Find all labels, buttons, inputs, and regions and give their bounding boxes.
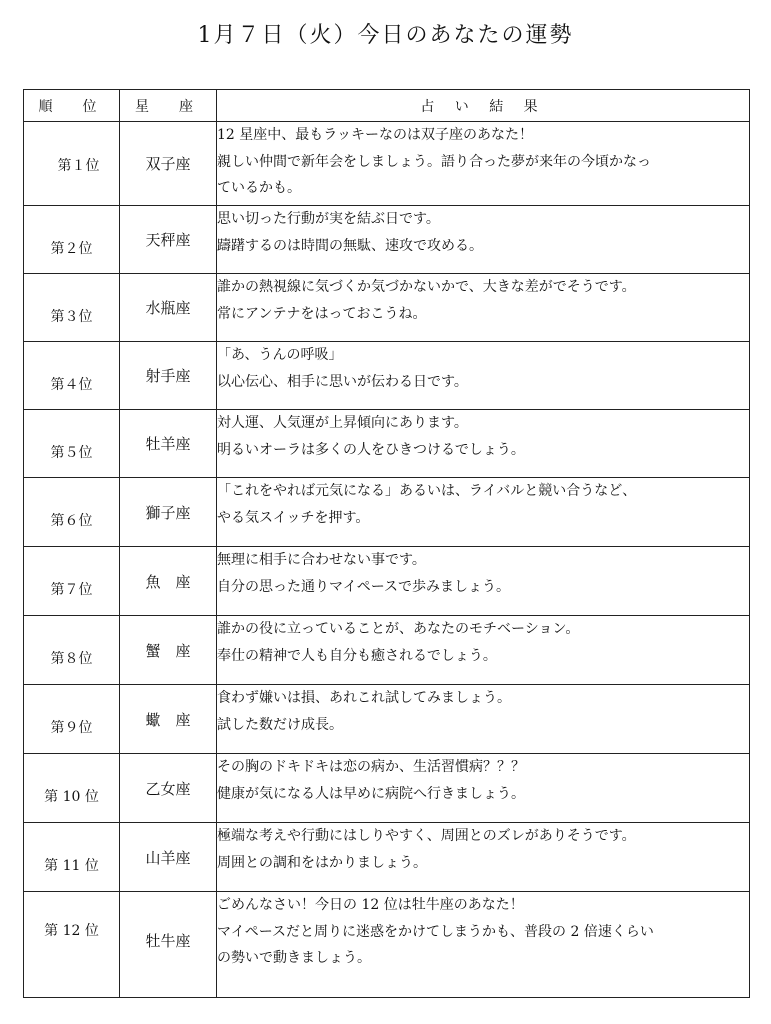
result-line: 以心伝心、相手に思いが伝わる日です。 (217, 373, 468, 390)
result-line: ているかも。 (217, 180, 301, 196)
result-line: 自分の思った通りマイペースで歩みましょう。 (217, 578, 511, 595)
result-line: 躊躇するのは時間の無駄、速攻で攻める。 (217, 237, 483, 254)
result-cell (217, 547, 750, 616)
result-line: の勢いで動きましょう。 (217, 950, 371, 966)
result-cell (217, 616, 750, 685)
sign-cell: 天秤座 (120, 206, 217, 274)
result-line: 思い切った行動が実を結ぶ日です。 (217, 211, 440, 227)
table-row (24, 754, 750, 823)
table-row (24, 274, 750, 342)
rank-cell (24, 754, 120, 823)
rank-cell (24, 823, 120, 892)
sign-cell: 獅子座 (120, 478, 217, 547)
result-line: 無理に相手に合わせない事です。 (217, 552, 426, 568)
sign-cell: 牡牛座 (120, 892, 217, 998)
result-cell (217, 478, 750, 547)
rank-cell (24, 274, 120, 342)
table-row (24, 685, 750, 754)
table-row (24, 122, 750, 206)
rank-label: 第 10 位 (44, 789, 99, 805)
sign-cell: 山羊座 (120, 823, 217, 892)
rank-label: 第２位 (50, 241, 93, 257)
result-line: 明るいオーラは多くの人をひきつけるでしょう。 (217, 441, 525, 458)
header-result: 占 い 結 果 (217, 90, 750, 122)
table-header-row (24, 90, 750, 122)
fortune-table (23, 89, 750, 998)
rank-cell (24, 685, 120, 754)
table-row (24, 892, 750, 998)
table-row (24, 478, 750, 547)
rank-label: 第１位 (57, 158, 100, 174)
sign-cell: 双子座 (120, 122, 217, 206)
result-cell (217, 754, 750, 823)
result-line: 12 星座中、最もラッキーなのは双子座のあなた！ (217, 127, 533, 143)
rank-cell (24, 892, 120, 998)
sign-cell: 乙女座 (120, 754, 217, 823)
sign-cell: 水瓶座 (120, 274, 217, 342)
page-title: 1月７日（火）今日のあなたの運勢 (197, 23, 574, 48)
result-line: 親しい仲間で新年会をしましょう。語り合った夢が来年の今頃かなっ (217, 153, 651, 170)
rank-cell (24, 122, 120, 206)
result-cell (217, 892, 750, 998)
sign-cell: 牡羊座 (120, 410, 217, 478)
rank-label: 第 12 位 (44, 923, 99, 939)
table-row (24, 206, 750, 274)
rank-label: 第３位 (50, 309, 93, 325)
result-cell (217, 410, 750, 478)
header-rank: 順 位 (24, 90, 120, 122)
result-line: 誰かの熱視線に気づくか気づかないかで、大きな差がでそうです。 (217, 279, 636, 295)
table-row (24, 410, 750, 478)
table-row (24, 547, 750, 616)
result-line: 食わず嫌いは損、あれこれ試してみましょう。 (217, 690, 511, 706)
rank-cell (24, 616, 120, 685)
result-line: 周囲との調和をはかりましょう。 (217, 854, 427, 871)
rank-label: 第 11 位 (44, 858, 99, 874)
result-cell (217, 685, 750, 754)
rank-label: 第６位 (50, 513, 93, 529)
result-cell (217, 823, 750, 892)
result-line: ごめんなさい！今日の 12 位は牡牛座のあなた！ (217, 897, 524, 913)
result-cell (217, 342, 750, 410)
result-line: 対人運、人気運が上昇傾向にあります。 (217, 415, 468, 431)
result-line: マイペースだと周りに迷惑をかけてしまうかも、普段の 2 倍速くらい (217, 923, 654, 940)
rank-label: 第８位 (50, 651, 93, 667)
rank-cell (24, 478, 120, 547)
table-row (24, 616, 750, 685)
table-row (24, 823, 750, 892)
rank-cell (24, 547, 120, 616)
result-line: 極端な考えや行動にはしりやすく、周囲とのズレがありそうです。 (217, 828, 636, 844)
rank-cell (24, 410, 120, 478)
result-line: 奉仕の精神で人も自分も癒されるでしょう。 (217, 647, 497, 664)
result-line: 誰かの役に立っていることが、あなたのモチベーション。 (217, 621, 580, 637)
rank-label: 第５位 (50, 445, 93, 461)
rank-cell (24, 342, 120, 410)
result-line: 「あ、うんの呼吸」 (217, 347, 343, 363)
result-line: 「これをやれば元気になる」あるいは、ライバルと競い合うなど、 (217, 483, 637, 499)
table-row (24, 342, 750, 410)
rank-label: 第７位 (50, 582, 93, 598)
sign-cell: 蠍 座 (120, 685, 217, 754)
result-line: 健康が気になる人は早めに病院へ行きましょう。 (217, 785, 525, 802)
result-line: 試した数だけ成長。 (217, 716, 343, 733)
result-line: やる気スイッチを押す。 (217, 509, 370, 526)
result-cell (217, 122, 750, 206)
result-line: 常にアンテナをはっておこうね。 (217, 305, 427, 322)
rank-label: 第４位 (50, 377, 93, 393)
result-cell (217, 206, 750, 274)
result-line: その胸のドキドキは恋の病か、生活習慣病？？？ (217, 759, 525, 775)
sign-cell: 射手座 (120, 342, 217, 410)
result-cell (217, 274, 750, 342)
header-sign: 星 座 (120, 90, 217, 122)
sign-cell: 魚 座 (120, 547, 217, 616)
sign-cell: 蟹 座 (120, 616, 217, 685)
rank-label: 第９位 (50, 720, 93, 736)
table-body (24, 122, 750, 998)
rank-cell (24, 206, 120, 274)
